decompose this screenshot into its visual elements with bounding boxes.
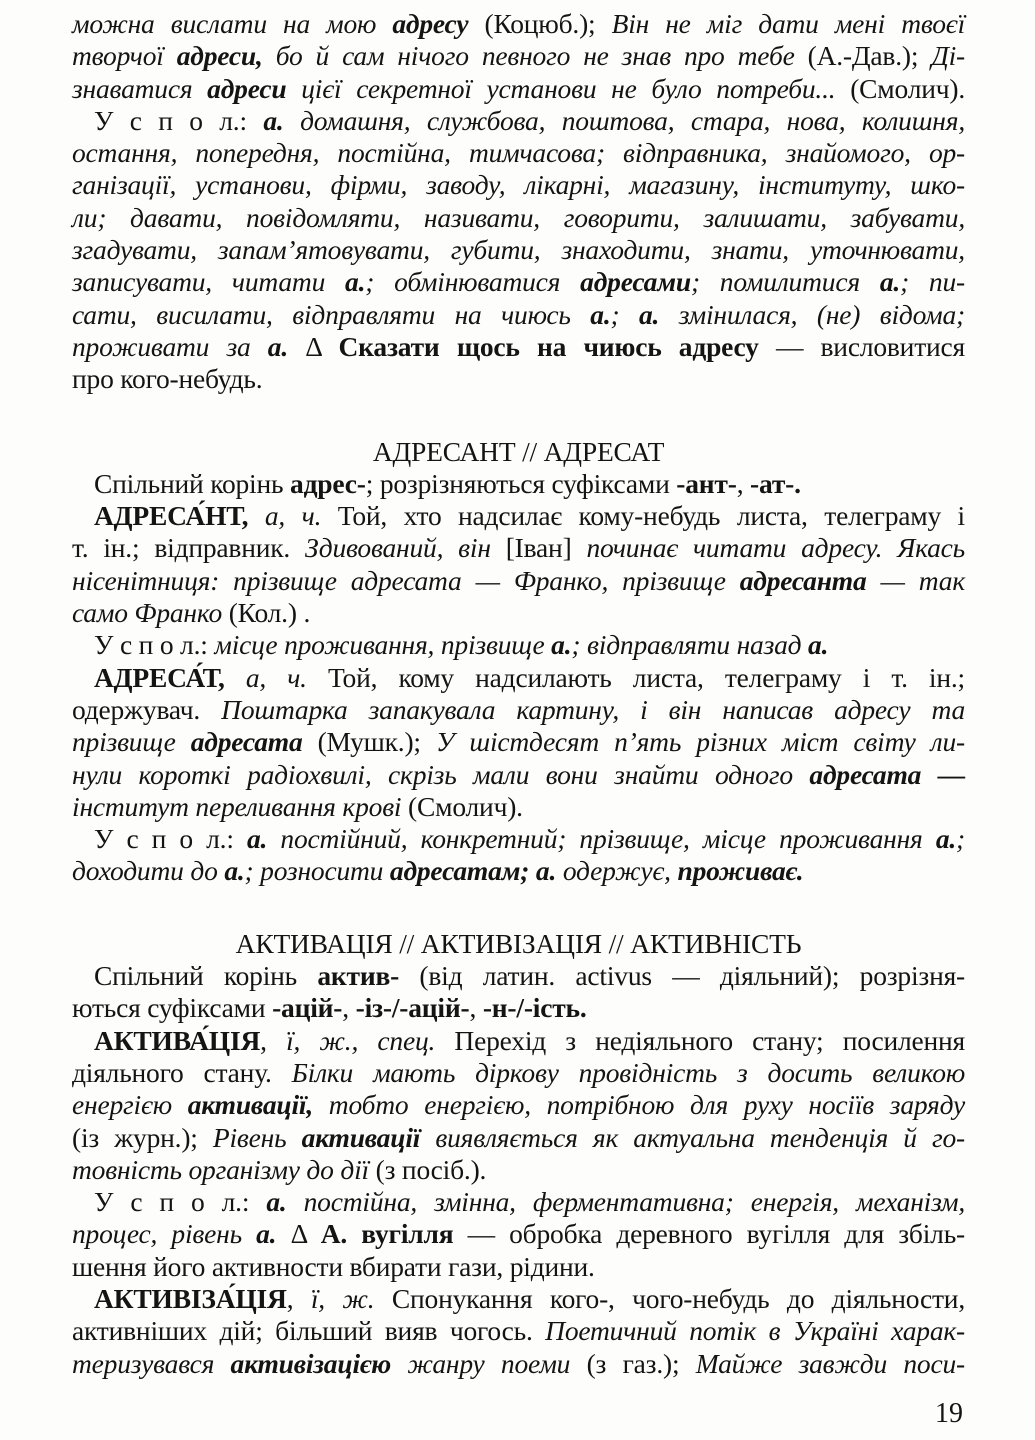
paragraph-line — [72, 1186, 965, 1218]
text-segment: -ант- — [676, 467, 737, 499]
paragraph-line — [72, 1315, 965, 1347]
text-segment: згадувати, запам’ятовувати, губити, знаходити, знати, уточнювати, — [72, 234, 965, 266]
text-segment: Спільний корінь — [94, 960, 318, 992]
text-segment: АКТИВА́ЦІЯ — [94, 1024, 261, 1056]
text-segment: а. — [639, 298, 679, 330]
text-segment: домашня, службова, поштова, стара, нова, колишня, — [300, 104, 965, 136]
text-segment: а. — [551, 629, 572, 661]
text-segment: доходити до — [72, 855, 225, 887]
text-segment: нули короткі радіохвилі, скрізь мали вони знайти одного — [72, 758, 810, 790]
text-segment: прізвище — [72, 726, 191, 758]
paragraph-line — [72, 791, 965, 823]
paragraph — [72, 1283, 965, 1380]
text-segment: Той, хто надсилає кому-небудь листа, телеграму і — [337, 500, 965, 532]
text-segment: виявляється як актуальна тенденція й го- — [435, 1121, 965, 1153]
text-segment: активніших дій; більший вияв чогось. — [72, 1315, 546, 1347]
text-segment: ; пи- — [900, 266, 965, 298]
text-segment: можна вислати на мою — [72, 8, 393, 39]
text-segment: проживати за — [72, 330, 268, 362]
paragraph-line — [72, 1057, 965, 1089]
paragraph-line — [72, 363, 965, 395]
text-segment: починає читати адресу. Якась — [586, 532, 965, 564]
text-segment: (від латин. activus — діяльний); розрізня- — [419, 960, 965, 992]
text-segment: (Кол.) . — [228, 597, 311, 629]
paragraph-line — [72, 823, 965, 855]
text-segment: ; обмінюватися — [365, 266, 581, 298]
text-segment: Здивований, він — [304, 532, 506, 564]
text-segment: проживає. — [677, 855, 804, 887]
text-segment: а. — [263, 104, 301, 136]
text-segment: адресами — [580, 266, 691, 298]
text-segment: (з газ.); — [586, 1347, 696, 1379]
text-segment: змінилася, (не) відома; — [678, 298, 966, 330]
text-segment: одержує, — [562, 855, 678, 887]
paragraph-line — [72, 1218, 965, 1250]
paragraph-line — [72, 662, 965, 694]
text-segment: адресу — [392, 8, 485, 39]
text-segment: ли; давати, повідомляти, називати, говорити, залишати, забувати, — [72, 201, 965, 233]
text-segment: адреси — [207, 72, 302, 104]
text-segment: а. — [935, 823, 957, 855]
text-segment: постійний, конкретний; прізвище, місце проживання — [280, 823, 936, 855]
paragraph-line — [72, 1154, 965, 1186]
paragraph-line — [72, 1283, 965, 1315]
text-segment: ї, ж. — [310, 1282, 392, 1314]
text-segment: цієї секретної установи не було потреби... — [301, 72, 851, 104]
text-segment: Поетичний потік в Україні харак- — [545, 1315, 965, 1347]
paragraph — [72, 468, 965, 500]
paragraph-line — [72, 1089, 965, 1121]
text-block — [72, 8, 965, 1380]
paragraph-line — [72, 992, 965, 1024]
paragraph-line — [72, 331, 965, 363]
paragraph-line — [72, 597, 965, 629]
paragraph-line — [72, 105, 965, 137]
text-segment: Білки мають діркову провідність з досить великою — [291, 1056, 966, 1088]
paragraph-line — [72, 759, 965, 791]
text-segment: а. — [808, 629, 829, 661]
text-segment: т. ін.; відправник. — [72, 532, 305, 564]
text-segment: (А.-Дав.); — [807, 40, 932, 72]
paragraph — [72, 105, 965, 396]
text-segment: — так — [880, 564, 965, 596]
paragraph-line — [72, 855, 965, 887]
page-number: 19 — [935, 1398, 963, 1429]
text-segment: процес, рівень — [72, 1218, 257, 1250]
paragraph — [72, 662, 965, 823]
paragraph-line — [72, 1251, 965, 1283]
text-segment: а, ч. — [245, 661, 329, 693]
text-segment: активізацією — [230, 1347, 408, 1379]
text-segment: теризувався — [72, 1347, 231, 1379]
text-segment: — обробка деревного вугілля для збіль- — [467, 1218, 965, 1250]
text-segment: У шістдесят п’ять різних міст світу ли- — [435, 726, 965, 758]
text-segment: ; — [956, 823, 966, 855]
text-segment: ; помилитися — [690, 266, 880, 298]
text-segment: АДРЕСА́Т, — [94, 661, 246, 693]
text-segment: -із-/-ацій- — [355, 992, 470, 1024]
text-segment: а. — [879, 266, 901, 298]
text-segment: товність організму до дії — [72, 1153, 376, 1185]
text-segment: Рівень — [212, 1121, 302, 1153]
text-segment: адресанта — [739, 564, 881, 596]
text-segment: Він не міг дати мені твоєї — [611, 8, 966, 39]
paragraph — [72, 500, 965, 629]
text-segment: записувати, читати — [72, 266, 346, 298]
paragraph-line — [72, 8, 965, 40]
text-segment: Той, кому надсилають листа, телеграму і т. ін.; — [328, 661, 965, 693]
text-segment: Δ — [290, 1218, 321, 1250]
paragraph-line — [72, 202, 965, 234]
paragraph-line — [72, 1025, 965, 1057]
text-segment: Майже завжди поси- — [695, 1347, 965, 1379]
text-segment: У с п о л.: — [94, 823, 247, 855]
text-segment: адреси, — [176, 40, 276, 72]
text-segment: сати, висилати, відправляти на чиюсь — [72, 298, 591, 330]
text-segment: ються суфіксами — [72, 992, 273, 1024]
text-segment: — висловитися — [775, 330, 965, 362]
text-segment: , — [736, 467, 751, 499]
text-segment: бо й сам нічого певного не знав про тебе — [275, 40, 808, 72]
text-segment: Спонукання кого-, чого-небудь до діяльности, — [391, 1282, 965, 1314]
paragraph-line — [72, 726, 965, 758]
paragraph — [72, 1186, 965, 1283]
paragraph-line — [72, 40, 965, 72]
text-segment: актив- — [317, 960, 420, 992]
text-segment: (Смолич). — [850, 72, 965, 104]
text-segment: тобто енергією, потрібною для руху носіїв заряду — [328, 1089, 965, 1121]
text-segment: адресата — [190, 726, 318, 758]
text-segment: а. — [224, 855, 245, 887]
text-segment: адресата — — [809, 758, 965, 790]
text-segment: інститут переливання крові — [72, 790, 409, 822]
text-segment: а. — [267, 330, 306, 362]
text-segment: енергією — [72, 1089, 188, 1121]
text-segment: а. — [345, 266, 366, 298]
text-segment: одержувач. — [72, 693, 222, 725]
text-segment: постійна, змінна, ферментативна; енергія, механізм, — [303, 1186, 965, 1218]
text-segment: а. — [590, 298, 611, 330]
text-segment: адрес- — [290, 467, 366, 499]
text-segment: , — [260, 1024, 287, 1056]
text-segment: про кого-небудь. — [72, 363, 263, 395]
paragraph-line — [72, 1348, 965, 1380]
text-segment: творчої — [72, 40, 177, 72]
paragraph — [72, 960, 965, 1025]
text-segment: Сказати щось на чиюсь адресу — [338, 330, 776, 362]
paragraph — [72, 629, 965, 661]
text-segment: У с п о л.: — [94, 629, 215, 661]
text-segment: само Франко — [72, 597, 229, 629]
text-segment: У с п о л.: — [94, 104, 264, 136]
paragraph-line — [72, 565, 965, 597]
paragraph-line — [72, 266, 965, 298]
text-segment: Δ — [305, 330, 339, 362]
text-segment: жанру поеми — [407, 1347, 587, 1379]
paragraph — [72, 823, 965, 888]
paragraph-line — [72, 299, 965, 331]
text-segment: -ат-. — [750, 467, 801, 499]
text-segment: діяльного стану. — [72, 1056, 292, 1088]
paragraph-line — [72, 629, 965, 661]
text-segment: Ді- — [931, 40, 966, 72]
text-segment: нісенітниця: прізвище адресата — Франко, прізвище — [72, 564, 740, 596]
paragraph-line — [72, 234, 965, 266]
text-segment: (з посіб.). — [375, 1153, 487, 1185]
text-segment: остання, попередня, постійна, тимчасова; відправника, знайомого, ор- — [72, 137, 965, 169]
text-segment: , — [342, 992, 356, 1024]
text-segment: ; відправляти назад — [571, 629, 809, 661]
paragraph-line — [72, 532, 965, 564]
text-segment: У с п о л.: — [94, 1186, 267, 1218]
text-segment: Поштарка запакувала картину, і він написав адресу та — [221, 693, 965, 725]
section-heading: АКТИВАЦІЯ // АКТИВІЗАЦІЯ // АКТИВНІСТЬ — [235, 927, 802, 959]
paragraph — [72, 8, 965, 105]
text-segment: , — [286, 1282, 311, 1314]
text-segment: -н-/-ість. — [482, 992, 587, 1024]
paragraph-line — [72, 169, 965, 201]
text-segment: а, ч. — [264, 500, 338, 532]
text-segment: активації — [301, 1121, 436, 1153]
text-segment: Спільний корінь — [94, 467, 291, 499]
paragraph-line — [72, 960, 965, 992]
text-segment: адресатам; а. — [389, 855, 563, 887]
paragraph-line — [72, 500, 965, 532]
paragraph-line — [72, 468, 965, 500]
paragraph-line — [72, 73, 965, 105]
text-segment: ганізації, установи, фірми, заводу, лікарні, магазину, інституту, шко- — [72, 169, 965, 201]
text-segment: шення його активности вбирати гази, рідини. — [72, 1250, 595, 1282]
paragraph-line — [72, 1122, 965, 1154]
section-heading: АДРЕСАНТ // АДРЕСАТ — [372, 435, 665, 467]
text-segment: (Смолич). — [408, 790, 523, 822]
paragraph-line — [72, 694, 965, 726]
text-segment: , — [469, 992, 483, 1024]
paragraph-line — [72, 137, 965, 169]
text-segment: АДРЕСА́НТ, — [94, 500, 265, 532]
text-segment: (Мушк.); — [317, 726, 436, 758]
text-segment: -ацій- — [272, 992, 343, 1024]
text-segment: (із журн.); — [72, 1121, 213, 1153]
text-segment: ї, ж., спец. — [286, 1024, 455, 1056]
paragraph — [72, 1025, 965, 1186]
text-segment: [Іван] — [505, 532, 587, 564]
text-segment: ; розносити — [244, 855, 390, 887]
text-segment: АКТИВІЗА́ЦІЯ — [94, 1282, 287, 1314]
text-segment: а. — [256, 1218, 291, 1250]
text-segment: ; розрізняються суфіксами — [365, 467, 677, 499]
text-segment: знаватися — [72, 72, 208, 104]
text-segment: місце проживання, прізвище — [214, 629, 552, 661]
text-segment: А. вугілля — [320, 1218, 468, 1250]
text-segment: ; — [610, 298, 639, 330]
text-segment: а. — [246, 823, 281, 855]
text-segment: Перехід з недіяльного стану; посилення — [454, 1024, 965, 1056]
text-segment: (Коцюб.); — [484, 8, 612, 39]
text-segment: активації, — [187, 1089, 329, 1121]
text-segment: а. — [266, 1186, 304, 1218]
